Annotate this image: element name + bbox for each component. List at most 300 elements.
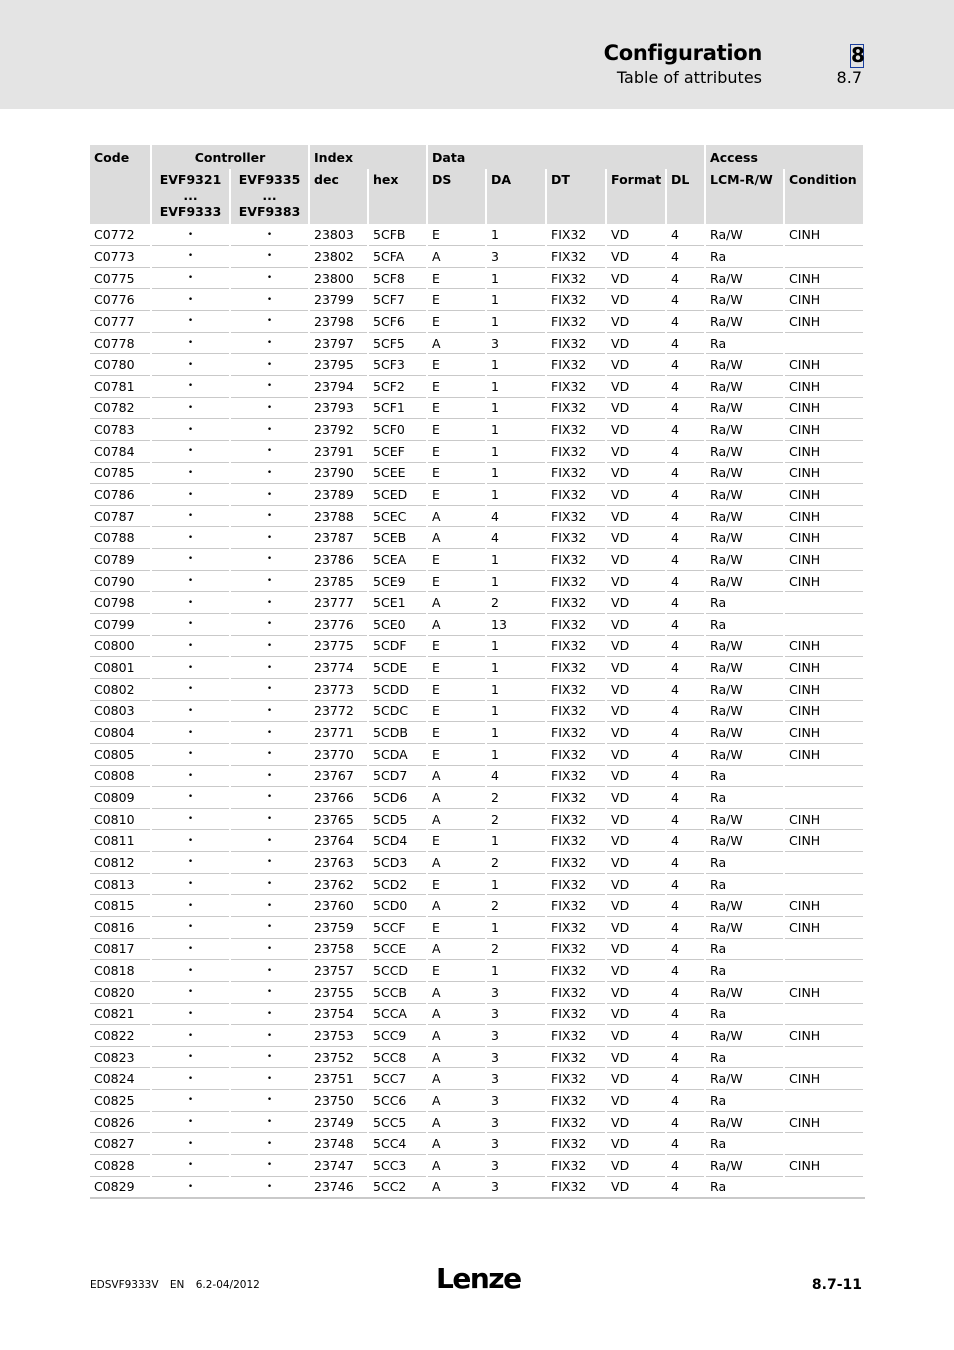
cell-data-dl: 4 — [666, 1176, 705, 1198]
cell-code: C0775 — [90, 267, 151, 289]
cell-code: C0772 — [90, 224, 151, 246]
cell-code: C0781 — [90, 375, 151, 397]
col-evf9335-header: EVF9335 ... EVF9383 — [230, 169, 309, 224]
table-row — [90, 960, 864, 982]
cell-ctrl-evf9321: • — [151, 1046, 230, 1068]
cell-data-da: 1 — [486, 830, 546, 852]
cell-index-dec: 23759 — [309, 917, 368, 939]
cell-ctrl-evf9335: • — [230, 1111, 309, 1133]
cell-index-hex: 5CF7 — [368, 289, 427, 311]
cell-access-lcm: Ra/W — [705, 289, 784, 311]
cell-data-da: 2 — [486, 808, 546, 830]
cell-access-condition: CINH — [784, 462, 864, 484]
table-row — [90, 1046, 864, 1068]
cell-data-dt: FIX32 — [546, 917, 606, 939]
cell-access-lcm: Ra/W — [705, 678, 784, 700]
cell-index-dec: 23770 — [309, 743, 368, 765]
cell-data-ds: A — [427, 614, 486, 636]
cell-index-hex: 5CEC — [368, 505, 427, 527]
cell-data-format: VD — [606, 981, 666, 1003]
cell-data-da: 1 — [486, 700, 546, 722]
cell-data-dt: FIX32 — [546, 743, 606, 765]
cell-data-dt: FIX32 — [546, 614, 606, 636]
cell-data-da: 3 — [486, 1176, 546, 1198]
cell-index-dec: 23765 — [309, 808, 368, 830]
cell-ctrl-evf9335: • — [230, 527, 309, 549]
cell-access-condition: CINH — [784, 311, 864, 333]
cell-index-dec: 23790 — [309, 462, 368, 484]
col-code-sub — [90, 169, 151, 224]
col-evf9321-header: EVF9321 ... EVF9333 — [151, 169, 230, 224]
cell-access-lcm: Ra — [705, 938, 784, 960]
cell-data-da: 2 — [486, 852, 546, 874]
cell-access-condition: CINH — [784, 419, 864, 441]
cell-data-da: 1 — [486, 375, 546, 397]
cell-ctrl-evf9335: • — [230, 1090, 309, 1112]
cell-index-hex: 5CC9 — [368, 1025, 427, 1047]
cell-index-dec: 23794 — [309, 375, 368, 397]
cell-access-lcm: Ra — [705, 1090, 784, 1112]
cell-ctrl-evf9335: • — [230, 852, 309, 874]
table-row — [90, 700, 864, 722]
cell-data-format: VD — [606, 224, 666, 246]
cell-data-da: 3 — [486, 246, 546, 268]
cell-data-da: 2 — [486, 787, 546, 809]
cell-index-hex: 5CC4 — [368, 1133, 427, 1155]
col-controller-header: Controller — [151, 145, 309, 169]
cell-data-dl: 4 — [666, 1111, 705, 1133]
table-row — [90, 635, 864, 657]
cell-code: C0786 — [90, 484, 151, 506]
cell-data-dl: 4 — [666, 419, 705, 441]
table-row — [90, 1133, 864, 1155]
table-body — [90, 224, 864, 1198]
cell-data-format: VD — [606, 440, 666, 462]
cell-ctrl-evf9335: • — [230, 743, 309, 765]
cell-index-hex: 5CCE — [368, 938, 427, 960]
cell-data-ds: E — [427, 570, 486, 592]
cell-code: C0805 — [90, 743, 151, 765]
cell-data-dl: 4 — [666, 440, 705, 462]
table-row — [90, 1090, 864, 1112]
cell-data-ds: E — [427, 635, 486, 657]
cell-ctrl-evf9335: • — [230, 549, 309, 571]
cell-index-dec: 23788 — [309, 505, 368, 527]
cell-data-dt: FIX32 — [546, 1155, 606, 1177]
cell-data-format: VD — [606, 852, 666, 874]
cell-data-da: 1 — [486, 397, 546, 419]
cell-code: C0776 — [90, 289, 151, 311]
cell-code: C0808 — [90, 765, 151, 787]
cell-data-format: VD — [606, 1111, 666, 1133]
cell-data-format: VD — [606, 1003, 666, 1025]
cell-data-ds: E — [427, 700, 486, 722]
cell-access-condition: CINH — [784, 700, 864, 722]
table-row — [90, 917, 864, 939]
cell-data-format: VD — [606, 614, 666, 636]
cell-access-condition — [784, 246, 864, 268]
col-data-header: Data — [427, 145, 705, 169]
cell-index-hex: 5CD6 — [368, 787, 427, 809]
cell-access-condition — [784, 852, 864, 874]
cell-ctrl-evf9335: • — [230, 787, 309, 809]
cell-data-dt: FIX32 — [546, 635, 606, 657]
cell-index-hex: 5CF0 — [368, 419, 427, 441]
cell-data-ds: A — [427, 1155, 486, 1177]
cell-index-hex: 5CCF — [368, 917, 427, 939]
cell-data-ds: A — [427, 246, 486, 268]
cell-data-ds: E — [427, 311, 486, 333]
col-ds-header: DS — [427, 169, 486, 224]
cell-index-dec: 23752 — [309, 1046, 368, 1068]
cell-data-ds: A — [427, 1133, 486, 1155]
col-format-header: Format — [606, 169, 666, 224]
cell-access-condition: CINH — [784, 505, 864, 527]
cell-data-da: 4 — [486, 505, 546, 527]
table-row — [90, 808, 864, 830]
cell-code: C0824 — [90, 1068, 151, 1090]
table-row — [90, 570, 864, 592]
cell-data-ds: A — [427, 505, 486, 527]
cell-data-dt: FIX32 — [546, 1025, 606, 1047]
cell-data-dt: FIX32 — [546, 311, 606, 333]
cell-code: C0782 — [90, 397, 151, 419]
cell-data-dl: 4 — [666, 1046, 705, 1068]
cell-index-hex: 5CF6 — [368, 311, 427, 333]
cell-data-ds: A — [427, 592, 486, 614]
cell-ctrl-evf9321: • — [151, 267, 230, 289]
cell-access-lcm: Ra/W — [705, 375, 784, 397]
cell-data-dt: FIX32 — [546, 570, 606, 592]
cell-index-dec: 23785 — [309, 570, 368, 592]
cell-index-dec: 23755 — [309, 981, 368, 1003]
cell-ctrl-evf9321: • — [151, 635, 230, 657]
cell-access-condition — [784, 332, 864, 354]
cell-ctrl-evf9321: • — [151, 484, 230, 506]
cell-index-dec: 23798 — [309, 311, 368, 333]
cell-data-dt: FIX32 — [546, 678, 606, 700]
cell-ctrl-evf9335: • — [230, 614, 309, 636]
cell-access-condition: CINH — [784, 570, 864, 592]
cell-ctrl-evf9321: • — [151, 743, 230, 765]
cell-access-condition: CINH — [784, 289, 864, 311]
doc-id: EDSVF9333V — [90, 1279, 159, 1291]
cell-data-ds: E — [427, 830, 486, 852]
cell-data-dt: FIX32 — [546, 549, 606, 571]
cell-data-da: 1 — [486, 917, 546, 939]
cell-data-format: VD — [606, 570, 666, 592]
cell-ctrl-evf9321: • — [151, 895, 230, 917]
cell-ctrl-evf9321: • — [151, 354, 230, 376]
cell-data-dl: 4 — [666, 895, 705, 917]
cell-ctrl-evf9321: • — [151, 722, 230, 744]
cell-ctrl-evf9335: • — [230, 917, 309, 939]
cell-index-dec: 23757 — [309, 960, 368, 982]
cell-data-dl: 4 — [666, 527, 705, 549]
cell-data-format: VD — [606, 1155, 666, 1177]
col-access-header: Access — [705, 145, 864, 169]
cell-ctrl-evf9321: • — [151, 527, 230, 549]
cell-data-da: 1 — [486, 354, 546, 376]
cell-ctrl-evf9335: • — [230, 267, 309, 289]
footer-doc-info — [90, 1279, 268, 1291]
cell-access-condition: CINH — [784, 1155, 864, 1177]
cell-data-dl: 4 — [666, 1003, 705, 1025]
cell-access-condition: CINH — [784, 397, 864, 419]
cell-code: C0825 — [90, 1090, 151, 1112]
cell-index-hex: 5CF2 — [368, 375, 427, 397]
cell-data-ds: E — [427, 722, 486, 744]
cell-ctrl-evf9335: • — [230, 419, 309, 441]
cell-access-lcm: Ra — [705, 1133, 784, 1155]
cell-code: C0822 — [90, 1025, 151, 1047]
cell-ctrl-evf9335: • — [230, 440, 309, 462]
cell-data-ds: A — [427, 332, 486, 354]
cell-data-dl: 4 — [666, 311, 705, 333]
cell-index-dec: 23766 — [309, 787, 368, 809]
cell-index-hex: 5CDD — [368, 678, 427, 700]
cell-access-condition — [784, 873, 864, 895]
cell-index-hex: 5CCA — [368, 1003, 427, 1025]
cell-data-da: 3 — [486, 1090, 546, 1112]
cell-ctrl-evf9321: • — [151, 224, 230, 246]
cell-index-hex: 5CF3 — [368, 354, 427, 376]
cell-ctrl-evf9335: • — [230, 657, 309, 679]
cell-index-dec: 23747 — [309, 1155, 368, 1177]
cell-data-ds: E — [427, 917, 486, 939]
cell-data-ds: A — [427, 1090, 486, 1112]
cell-access-lcm: Ra — [705, 332, 784, 354]
cell-data-dt: FIX32 — [546, 440, 606, 462]
table-row — [90, 830, 864, 852]
table-row — [90, 484, 864, 506]
cell-data-da: 3 — [486, 1155, 546, 1177]
cell-data-format: VD — [606, 938, 666, 960]
cell-access-lcm: Ra — [705, 1176, 784, 1198]
cell-index-hex: 5CDF — [368, 635, 427, 657]
cell-access-condition: CINH — [784, 808, 864, 830]
cell-code: C0798 — [90, 592, 151, 614]
cell-data-da: 2 — [486, 592, 546, 614]
cell-ctrl-evf9335: • — [230, 895, 309, 917]
cell-index-hex: 5CE9 — [368, 570, 427, 592]
table-row — [90, 462, 864, 484]
cell-data-da: 3 — [486, 1003, 546, 1025]
cell-data-format: VD — [606, 830, 666, 852]
cell-data-dl: 4 — [666, 678, 705, 700]
cell-data-format: VD — [606, 397, 666, 419]
col-condition-header: Condition — [784, 169, 864, 224]
cell-index-dec: 23767 — [309, 765, 368, 787]
header-band — [0, 0, 954, 109]
cell-access-condition: CINH — [784, 917, 864, 939]
cell-data-da: 1 — [486, 440, 546, 462]
cell-access-condition: CINH — [784, 267, 864, 289]
cell-data-format: VD — [606, 700, 666, 722]
col-code-header: Code — [90, 145, 151, 169]
cell-access-lcm: Ra/W — [705, 981, 784, 1003]
cell-data-dt: FIX32 — [546, 354, 606, 376]
cell-code: C0801 — [90, 657, 151, 679]
table-group-header-row — [90, 145, 864, 169]
cell-data-dt: FIX32 — [546, 1090, 606, 1112]
cell-data-dl: 4 — [666, 614, 705, 636]
cell-data-dt: FIX32 — [546, 657, 606, 679]
lenze-logo: Lenze — [436, 1262, 521, 1295]
cell-ctrl-evf9321: • — [151, 1111, 230, 1133]
cell-data-format: VD — [606, 332, 666, 354]
table-row — [90, 678, 864, 700]
cell-index-dec: 23748 — [309, 1133, 368, 1155]
page-number: 8.7-11 — [811, 1277, 862, 1293]
cell-ctrl-evf9321: • — [151, 570, 230, 592]
table-row — [90, 614, 864, 636]
cell-access-condition: CINH — [784, 635, 864, 657]
cell-ctrl-evf9335: • — [230, 1068, 309, 1090]
cell-index-dec: 23774 — [309, 657, 368, 679]
cell-data-dl: 4 — [666, 332, 705, 354]
cell-code: C0804 — [90, 722, 151, 744]
cell-data-dl: 4 — [666, 873, 705, 895]
table-row — [90, 1025, 864, 1047]
cell-access-lcm: Ra/W — [705, 635, 784, 657]
cell-data-dl: 4 — [666, 981, 705, 1003]
chapter-number[interactable]: 8 — [851, 43, 865, 67]
cell-index-hex: 5CD5 — [368, 808, 427, 830]
cell-data-da: 3 — [486, 1068, 546, 1090]
cell-access-condition: CINH — [784, 722, 864, 744]
cell-access-condition: CINH — [784, 830, 864, 852]
cell-index-dec: 23751 — [309, 1068, 368, 1090]
cell-data-dl: 4 — [666, 462, 705, 484]
col-da-header: DA — [486, 169, 546, 224]
cell-data-dl: 4 — [666, 808, 705, 830]
section-number: 8.7 — [836, 68, 862, 87]
cell-data-ds: A — [427, 808, 486, 830]
cell-data-dt: FIX32 — [546, 462, 606, 484]
cell-data-ds: E — [427, 289, 486, 311]
cell-data-format: VD — [606, 917, 666, 939]
doc-version: 6.2-04/2012 — [195, 1279, 260, 1291]
cell-data-dl: 4 — [666, 787, 705, 809]
cell-data-ds: A — [427, 1111, 486, 1133]
cell-data-ds: E — [427, 484, 486, 506]
cell-data-dl: 4 — [666, 570, 705, 592]
cell-access-lcm: Ra/W — [705, 895, 784, 917]
cell-data-format: VD — [606, 960, 666, 982]
cell-access-lcm: Ra/W — [705, 397, 784, 419]
cell-access-condition: CINH — [784, 657, 864, 679]
cell-ctrl-evf9321: • — [151, 440, 230, 462]
cell-data-dl: 4 — [666, 505, 705, 527]
cell-access-lcm: Ra/W — [705, 527, 784, 549]
table-row — [90, 787, 864, 809]
cell-code: C0821 — [90, 1003, 151, 1025]
cell-ctrl-evf9335: • — [230, 1046, 309, 1068]
cell-code: C0823 — [90, 1046, 151, 1068]
cell-data-format: VD — [606, 549, 666, 571]
cell-data-dt: FIX32 — [546, 484, 606, 506]
table-row — [90, 332, 864, 354]
cell-index-dec: 23800 — [309, 267, 368, 289]
table-row — [90, 938, 864, 960]
cell-code: C0811 — [90, 830, 151, 852]
cell-ctrl-evf9321: • — [151, 981, 230, 1003]
cell-data-dl: 4 — [666, 375, 705, 397]
cell-data-format: VD — [606, 722, 666, 744]
cell-access-condition — [784, 765, 864, 787]
cell-data-da: 1 — [486, 419, 546, 441]
cell-index-hex: 5CEA — [368, 549, 427, 571]
cell-code: C0816 — [90, 917, 151, 939]
cell-data-format: VD — [606, 354, 666, 376]
table-row — [90, 1003, 864, 1025]
cell-index-hex: 5CE0 — [368, 614, 427, 636]
cell-data-format: VD — [606, 895, 666, 917]
cell-access-condition — [784, 1133, 864, 1155]
cell-index-dec: 23799 — [309, 289, 368, 311]
cell-data-format: VD — [606, 657, 666, 679]
col-lcm-header: LCM-R/W — [705, 169, 784, 224]
cell-data-dt: FIX32 — [546, 1068, 606, 1090]
cell-ctrl-evf9335: • — [230, 678, 309, 700]
cell-data-dl: 4 — [666, 700, 705, 722]
cell-index-dec: 23771 — [309, 722, 368, 744]
cell-index-hex: 5CC5 — [368, 1111, 427, 1133]
cell-data-dt: FIX32 — [546, 830, 606, 852]
cell-data-ds: A — [427, 1176, 486, 1198]
cell-index-hex: 5CC3 — [368, 1155, 427, 1177]
cell-access-lcm: Ra/W — [705, 354, 784, 376]
cell-index-hex: 5CC6 — [368, 1090, 427, 1112]
cell-ctrl-evf9321: • — [151, 462, 230, 484]
cell-data-dl: 4 — [666, 549, 705, 571]
cell-data-da: 1 — [486, 678, 546, 700]
cell-data-ds: E — [427, 743, 486, 765]
cell-access-condition: CINH — [784, 549, 864, 571]
cell-ctrl-evf9321: • — [151, 700, 230, 722]
cell-data-dt: FIX32 — [546, 873, 606, 895]
cell-data-format: VD — [606, 592, 666, 614]
cell-data-dt: FIX32 — [546, 808, 606, 830]
cell-ctrl-evf9335: • — [230, 224, 309, 246]
cell-ctrl-evf9321: • — [151, 873, 230, 895]
cell-data-format: VD — [606, 1025, 666, 1047]
cell-index-dec: 23787 — [309, 527, 368, 549]
cell-index-hex: 5CD0 — [368, 895, 427, 917]
cell-access-lcm: Ra — [705, 1003, 784, 1025]
cell-ctrl-evf9321: • — [151, 830, 230, 852]
cell-data-ds: E — [427, 440, 486, 462]
cell-access-condition: CINH — [784, 224, 864, 246]
page-title: Configuration — [603, 41, 762, 65]
cell-data-format: VD — [606, 267, 666, 289]
cell-data-dl: 4 — [666, 830, 705, 852]
cell-ctrl-evf9321: • — [151, 549, 230, 571]
cell-data-format: VD — [606, 484, 666, 506]
cell-code: C0803 — [90, 700, 151, 722]
cell-ctrl-evf9335: • — [230, 354, 309, 376]
cell-code: C0829 — [90, 1176, 151, 1198]
cell-data-format: VD — [606, 765, 666, 787]
cell-access-condition: CINH — [784, 1068, 864, 1090]
cell-access-lcm: Ra — [705, 592, 784, 614]
cell-data-dt: FIX32 — [546, 700, 606, 722]
cell-access-lcm: Ra/W — [705, 1155, 784, 1177]
cell-data-da: 1 — [486, 549, 546, 571]
cell-access-lcm: Ra — [705, 960, 784, 982]
cell-data-dl: 4 — [666, 267, 705, 289]
